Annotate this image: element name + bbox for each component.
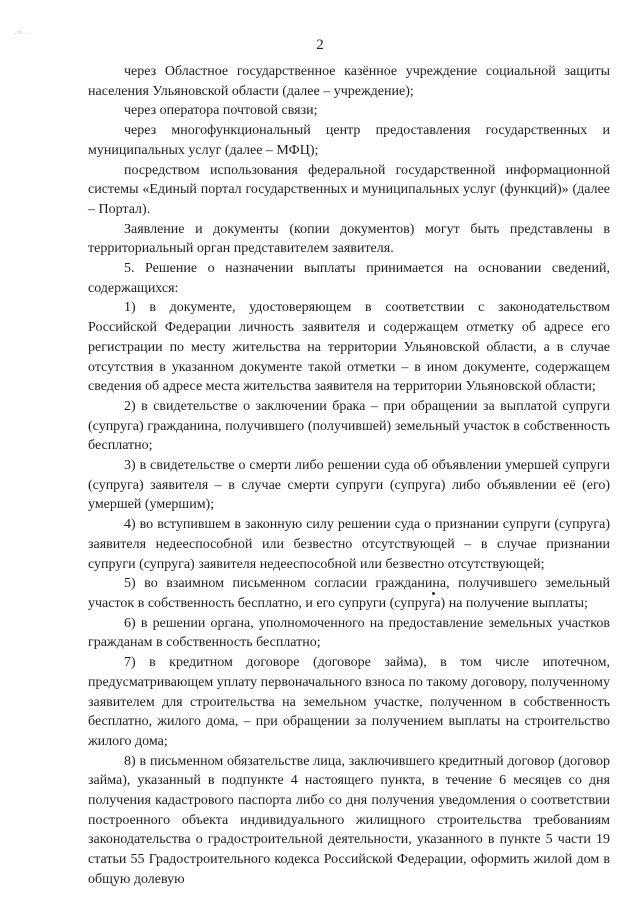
list-item-6: 6) в решении органа, уполномоченного на предоставление земельных участков гражданам в собственность бесплатно; bbox=[88, 615, 610, 651]
paragraph: через оператора почтовой связи; bbox=[124, 103, 318, 119]
list-item-1: 1) в документе, удостоверяющем в соответствии с законодательством Российской Федерации личность заявителя и содержащем отметку об адресе его регистрации по месту жительства на территории Ульяновской области, а в случае отсутствия в указанном документе такой отметки – в ином документе, содержащем сведения об адресе места жительства заявителя на территории Ульяновской области; bbox=[88, 300, 610, 395]
list-item-3: 3) в свидетельстве о смерти либо решении суда об объявлении умершей супруги (супруга) заявителя – в случае смерти супруги (супруга) либо объявлении её (его) умершей (умершим); bbox=[88, 458, 610, 513]
section-5-heading: 5. Решение о назначении выплаты принимается на основании сведений, содержащихся: bbox=[88, 261, 610, 296]
list-item-7: 7) в кредитном договоре (договоре займа), в том числе ипотечном, предусматривающем уплату первоначального взноса по такому договору, полученному заявителем для строительства на земельном участке, полученном в собственность бесплатно, жилого дома, – при обращении за получением выплаты на строительство жилого дома; bbox=[88, 655, 610, 749]
scan-artifact: ·ꞌꞌ· · bbox=[14, 30, 32, 38]
paragraph: Заявление и документы (копии документов) могут быть представлены в территориальный орган представителем заявителя. bbox=[88, 221, 610, 257]
list-item-8: 8) в письменном обязательстве лица, заключившего кредитный договор (договор займа), указанный в подпункте 4 настоящего пункта, в течение 6 месяцев со дня получения кадастрового паспорта либо со дня получения уведомления о соответствии построенного объекта индивидуального жилищного строительства требованиям законодательства о градостроительной деятельности, указанного в пункте 5 части 19 статьи 55 Градостроительного кодекса Российской Федерации, оформить жилой дом в общую долевую bbox=[88, 753, 610, 887]
list-item-2: 2) в свидетельстве о заключении брака – при обращении за выплатой супруги (супруга) гражданина, получившего (получившей) земельный участок в собственность бесплатно; bbox=[88, 398, 610, 454]
page-number: 2 bbox=[316, 37, 324, 53]
paragraph: через Областное государственное казённое учреждение социальной защиты населения Ульяновской области (далее – учреждение); bbox=[88, 64, 610, 99]
paragraph: через многофункциональный центр предоставления государственных и муниципальных услуг (далее – МФЦ); bbox=[88, 123, 610, 158]
paragraph: посредством использования федеральной государственной информационной системы «Единый портал государственных и муниципальных услуг (функций)» (далее – Портал). bbox=[88, 162, 610, 217]
list-item-5: 5) во взаимном письменном согласии гражданина, получившего земельный участок в собственность бесплатно, и его супруги (супруга) на получение выплаты; bbox=[88, 576, 610, 611]
list-item-4: 4) во вступившем в законную силу решении суда о признании супруги (супруга) заявителя недееспособной или безвестно отсутствующей – в случае признании супруги (супруга) заявителя недееспособной или безвестно отсутствующей; bbox=[88, 517, 610, 572]
document-body bbox=[88, 62, 610, 890]
scan-speck bbox=[432, 592, 435, 595]
